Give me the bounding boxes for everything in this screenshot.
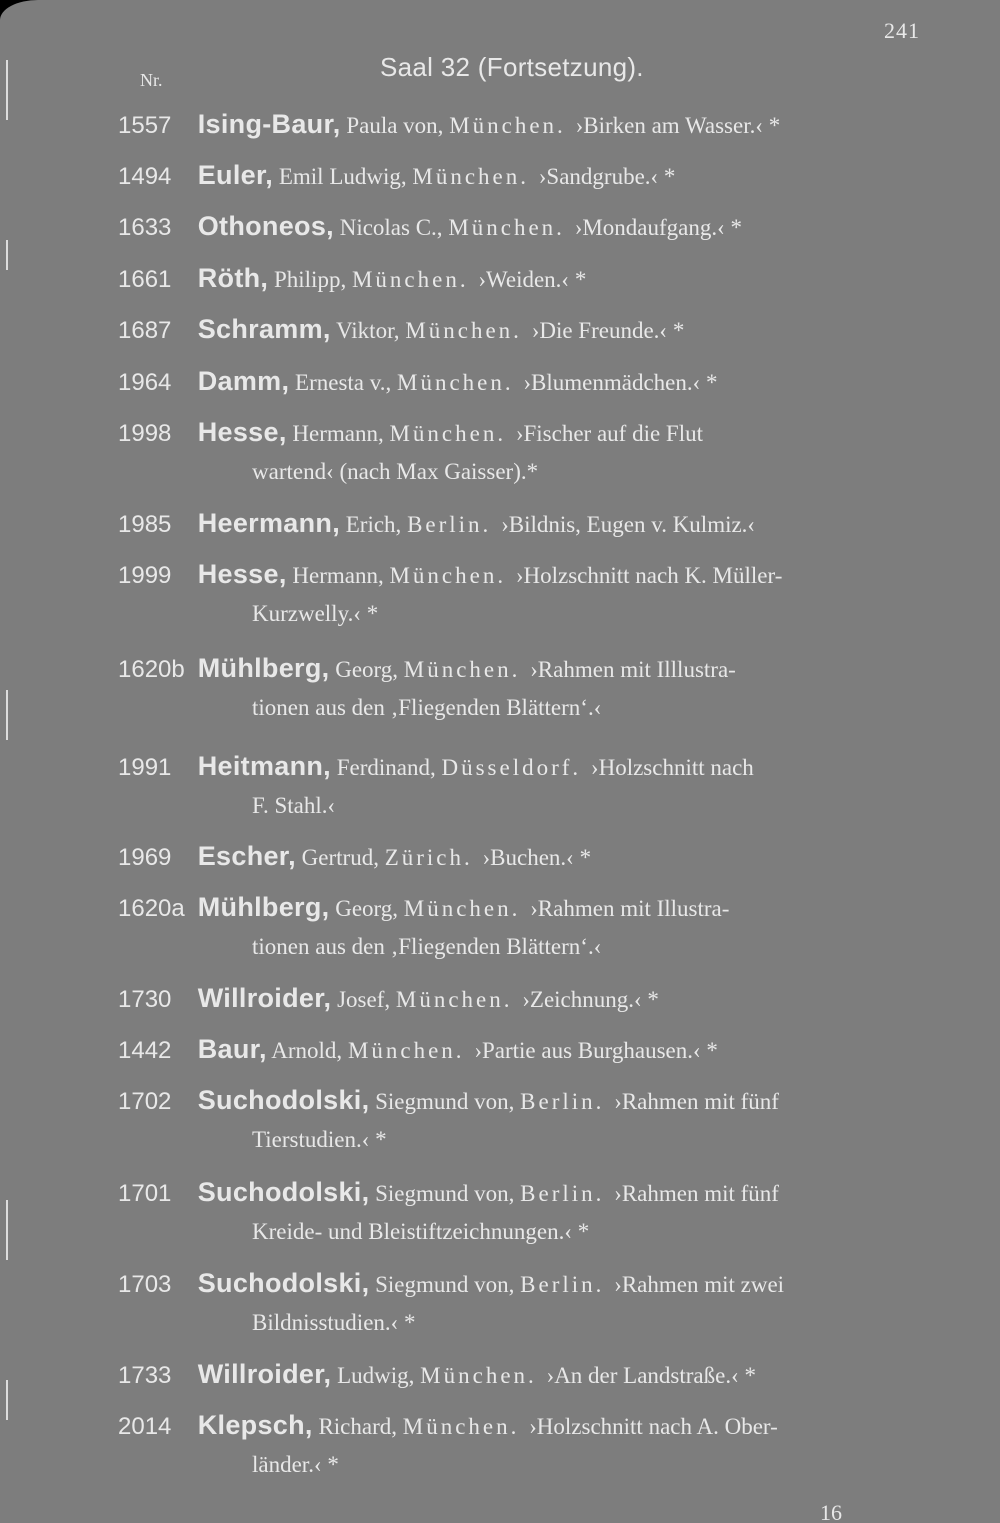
entry-number: 1999: [118, 562, 172, 589]
artwork-title: ›Rahmen mit Illustra-: [530, 896, 730, 921]
artwork-title: ›Fischer auf die Flut: [515, 421, 703, 446]
artist-given-name: Philipp,: [273, 267, 347, 292]
catalog-entry: [118, 157, 918, 195]
artwork-title-continuation: tionen aus den ‚Fliegenden Blättern‘.‹: [252, 695, 602, 720]
catalog-entry: [118, 1265, 918, 1341]
artwork-title: ›Buchen.‹ *: [482, 845, 592, 870]
artist-given-name: Arnold,: [271, 1038, 343, 1063]
catalog-entry: [118, 311, 918, 349]
nr-column-label: Nr.: [140, 70, 163, 90]
artist-given-name: Paula von,: [346, 113, 444, 138]
artwork-title: ›Bildnis, Eugen v. Kulmiz.‹: [501, 512, 756, 537]
artist-given-name: Nicolas C.,: [339, 215, 443, 240]
artist-surname: Willroider,: [197, 983, 332, 1013]
catalog-entry: [118, 980, 918, 1018]
artwork-title: ›Sandgrube.‹ *: [538, 164, 676, 189]
artist-surname: Hesse,: [197, 559, 287, 589]
catalog-entry: [118, 363, 918, 401]
entry-number: 1998: [118, 420, 172, 447]
entry-number: 1733: [118, 1362, 172, 1389]
artwork-title: ›Holzschnitt nach K. Müller-: [515, 563, 783, 588]
artwork-title: ›Blumenmädchen.‹ *: [523, 370, 718, 395]
catalog-entry: [118, 1407, 918, 1483]
artwork-title: ›Rahmen mit fünf: [614, 1089, 779, 1114]
entry-number: 1661: [118, 266, 172, 293]
artist-place: München.: [412, 164, 529, 189]
margin-mark: [6, 690, 8, 740]
entry-number: 1702: [118, 1088, 172, 1115]
artist-place: München.: [347, 1038, 465, 1063]
artist-place: Berlin.: [407, 512, 492, 537]
catalog-entry: [118, 414, 918, 490]
sheet-signature: 16: [820, 1500, 842, 1523]
artist-place: München.: [389, 421, 507, 446]
artist-surname: Othoneos,: [197, 211, 334, 241]
artist-surname: Klepsch,: [197, 1410, 313, 1440]
entry-number: 1701: [118, 1180, 172, 1207]
artwork-title: ›Rahmen mit zwei: [614, 1272, 785, 1297]
margin-mark: [6, 1380, 8, 1420]
artwork-title-continuation: Bildnisstudien.‹ *: [252, 1310, 416, 1335]
catalog-entry: [118, 748, 918, 824]
artist-surname: Suchodolski,: [197, 1177, 370, 1207]
artist-place: München.: [403, 896, 521, 921]
artist-surname: Damm,: [197, 366, 290, 396]
artist-given-name: Emil Ludwig,: [278, 164, 407, 189]
entry-number: 1687: [118, 317, 172, 344]
artist-place: München.: [389, 563, 507, 588]
artwork-title: ›Weiden.‹ *: [478, 267, 587, 292]
entry-number: 1442: [118, 1037, 172, 1064]
artist-given-name: Georg,: [335, 657, 399, 682]
artist-given-name: Ferdinand,: [336, 755, 436, 780]
margin-mark: [6, 240, 8, 270]
artist-surname: Willroider,: [197, 1359, 332, 1389]
artist-place: München.: [403, 657, 521, 682]
artwork-title-continuation: wartend‹ (nach Max Gaisser).*: [252, 459, 539, 484]
artist-given-name: Gertrud,: [301, 845, 379, 870]
entry-number: 1985: [118, 511, 172, 538]
artist-given-name: Hermann,: [292, 421, 384, 446]
artwork-title-continuation: F. Stahl.‹: [252, 793, 336, 818]
entry-number: 1730: [118, 986, 172, 1013]
catalog-entry: [118, 1082, 918, 1158]
artist-given-name: Siegmund von,: [375, 1089, 515, 1114]
artist-given-name: Richard,: [318, 1414, 397, 1439]
entry-number: 1557: [118, 112, 172, 139]
artist-given-name: Viktor,: [336, 318, 400, 343]
entry-number: 1969: [118, 844, 172, 871]
page-header: Saal 32 (Fortsetzung).: [380, 52, 644, 82]
artist-place: München.: [420, 1363, 537, 1388]
artwork-title-continuation: Tierstudien.‹ *: [252, 1127, 387, 1152]
catalog-entry: [118, 556, 918, 632]
artist-surname: Mühlberg,: [197, 892, 330, 922]
artist-surname: Escher,: [197, 841, 296, 871]
artwork-title: ›Holzschnitt nach: [590, 755, 754, 780]
artwork-title: ›Die Freunde.‹ *: [531, 318, 685, 343]
artist-surname: Mühlberg,: [197, 653, 330, 683]
artist-given-name: Hermann,: [292, 563, 384, 588]
artist-surname: Schramm,: [197, 314, 331, 344]
artist-place: München.: [402, 1414, 520, 1439]
artist-place: München.: [351, 267, 469, 292]
artist-surname: Röth,: [197, 263, 269, 293]
catalog-entry: [118, 1174, 918, 1250]
artist-place: Düsseldorf.: [441, 755, 582, 780]
artist-place: München.: [395, 987, 513, 1012]
margin-mark: [6, 60, 8, 120]
artist-surname: Baur,: [197, 1034, 267, 1064]
artwork-title: ›Birken am Wasser.‹ *: [575, 113, 781, 138]
artist-given-name: Erich,: [345, 512, 402, 537]
catalog-entry: [118, 505, 918, 543]
artwork-title-continuation: länder.‹ *: [252, 1452, 339, 1477]
artist-place: Berlin.: [520, 1089, 605, 1114]
entry-number: 1494: [118, 163, 172, 190]
artwork-title-continuation: Kurzwelly.‹ *: [252, 601, 379, 626]
artist-given-name: Ludwig,: [337, 1363, 415, 1388]
artist-given-name: Josef,: [337, 987, 391, 1012]
entry-number: 1703: [118, 1271, 172, 1298]
artist-surname: Suchodolski,: [197, 1268, 370, 1298]
catalog-entry: [118, 260, 918, 298]
entry-number: 1633: [118, 214, 172, 241]
artwork-title: ›Holzschnitt nach A. Ober-: [529, 1414, 778, 1439]
entry-number: 1620a: [118, 895, 185, 922]
artist-given-name: Siegmund von,: [375, 1181, 515, 1206]
artist-surname: Ising-Baur,: [197, 109, 341, 139]
entry-number: 2014: [118, 1413, 172, 1440]
catalog-entry: [118, 650, 918, 726]
artist-place: Berlin.: [520, 1272, 605, 1297]
catalog-entry: [118, 889, 918, 965]
artist-place: München.: [449, 113, 566, 138]
artist-surname: Suchodolski,: [197, 1085, 370, 1115]
catalog-entry: [118, 1031, 918, 1069]
entry-number: 1620b: [118, 656, 185, 683]
artist-place: München.: [448, 215, 565, 240]
catalog-entry: [118, 1356, 918, 1394]
artist-place: München.: [405, 318, 522, 343]
artist-given-name: Ernesta v.,: [295, 370, 392, 395]
entry-number: 1964: [118, 369, 172, 396]
artist-given-name: Siegmund von,: [375, 1272, 515, 1297]
margin-mark: [6, 1200, 8, 1260]
artist-place: Berlin.: [520, 1181, 605, 1206]
artwork-title: ›An der Landstraße.‹ *: [546, 1363, 757, 1388]
catalog-entry: [118, 208, 918, 246]
artist-surname: Heitmann,: [197, 751, 331, 781]
artist-place: Zürich.: [384, 845, 473, 870]
entry-number: 1991: [118, 754, 172, 781]
artist-surname: Heermann,: [197, 508, 340, 538]
artwork-title-continuation: tionen aus den ‚Fliegenden Blättern‘.‹: [252, 934, 602, 959]
page-number: 241: [884, 18, 920, 43]
artist-given-name: Georg,: [335, 896, 399, 921]
artwork-title-continuation: Kreide- und Bleistiftzeichnungen.‹ *: [252, 1219, 590, 1244]
artwork-title: ›Zeichnung.‹ *: [522, 987, 659, 1012]
artwork-title: ›Partie aus Burghausen.‹ *: [474, 1038, 718, 1063]
artist-surname: Euler,: [197, 160, 274, 190]
catalog-entry: [118, 838, 918, 876]
catalog-entry: [118, 106, 918, 144]
artwork-title: ›Mondaufgang.‹ *: [574, 215, 743, 240]
artwork-title: ›Rahmen mit fünf: [614, 1181, 779, 1206]
artist-place: München.: [397, 370, 514, 395]
artwork-title: ›Rahmen mit Illlustra-: [530, 657, 736, 682]
artist-surname: Hesse,: [197, 417, 287, 447]
